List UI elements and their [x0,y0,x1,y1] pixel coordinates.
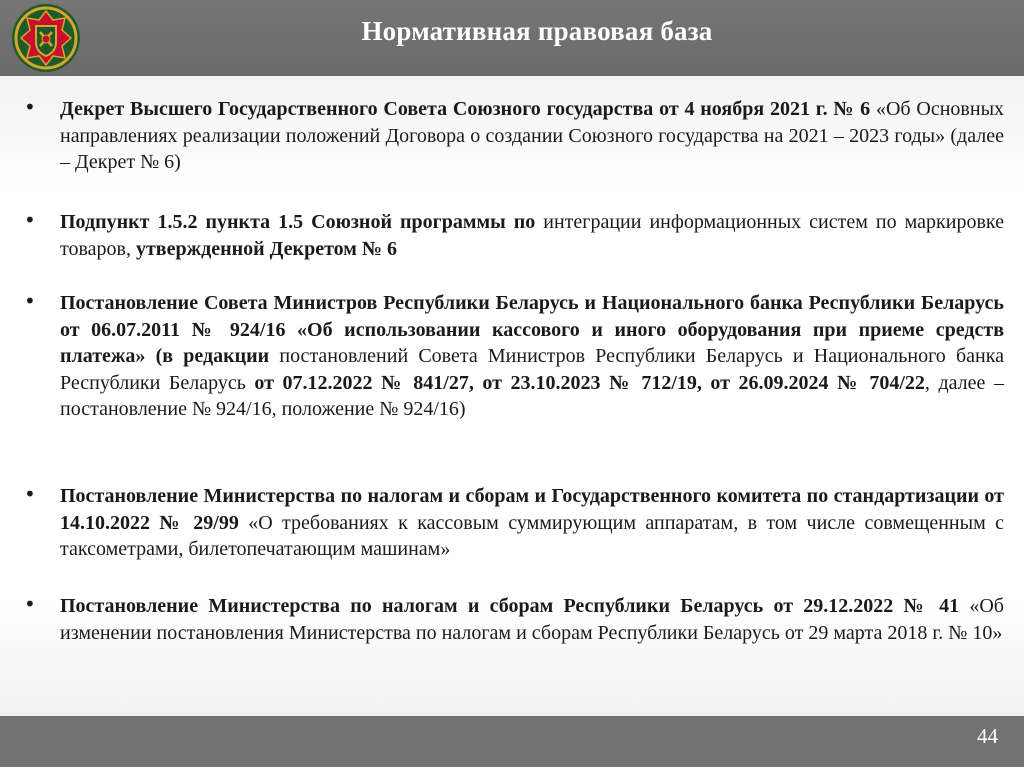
item-bold-text: от 07.12.2022 № 841/27, от 23.10.2023 № 712/19, от 26.09.2024 № 704/22 [254,371,925,394]
bullet: • [24,208,36,232]
item-bold-text: Постановление Министерства по налогам и сборам и Государственного комитета по стандартизации от 14.10.2022 № 29/99 [60,485,1004,534]
slide-header [0,0,1024,76]
slide-footer [0,716,1024,767]
list-item [24,593,1004,646]
bullet: • [24,289,36,313]
item-text [60,96,1004,176]
bullet: • [24,95,36,119]
item-regular-text: «Об Основных направлениях реализации положений Договора о создании Союзного государства на 2021 – 2023 годы» (далее – Декрет № 6) [60,98,1005,173]
item-bold-text: Постановление Совета Министров Республики Беларусь и Национального банка Республики Беларусь от 06.07.2011 № 924/16 «Об использовании кассового и иного оборудования при приеме средств платежа» (в редакции [60,292,1004,367]
list-item [24,209,1004,262]
bullet: • [24,482,36,506]
item-regular-text: постановлений Совета Министров Республики Беларусь и Национального банка Республики Беларусь [60,345,1004,394]
item-text [60,209,1004,262]
item-regular-text: «О требованиях к кассовым суммирующим аппаратам, в том числе совмещенным с таксометрами, билетопечатающим машинам» [60,511,1004,560]
item-regular-text: «Об изменении постановления Министерства по налогам и сборам Республики Беларусь от 29 марта 2018 г. № 10» [60,595,1004,644]
page-title: Нормативная правовая база [361,16,713,46]
item-text [60,483,1004,563]
item-regular-text: интеграции информационных систем по маркировке товаров, [60,211,1004,260]
list-item [24,290,1004,423]
list-item [24,483,1004,563]
slide-content [0,76,1024,716]
item-bold-text: Подпункт 1.5.2 пункта 1.5 Союзной программы по [60,211,536,233]
item-bold-text: Постановление Министерства по налогам и сборам Республики Беларусь от 29.12.2022 № 41 [60,595,960,617]
item-text [60,593,1004,646]
item-bold-text: утвержденной Декретом № 6 [135,237,397,260]
page-number: 44 [977,724,998,748]
bullet: • [24,592,36,616]
list-item [24,96,1004,176]
item-bold-text: Декрет Высшего Государственного Совета Союзного государства от 4 ноября 2021 г. № 6 [60,98,871,120]
item-regular-text: , далее – постановление № 924/16, положение № 924/16) [60,371,1004,420]
item-text [60,290,1004,423]
